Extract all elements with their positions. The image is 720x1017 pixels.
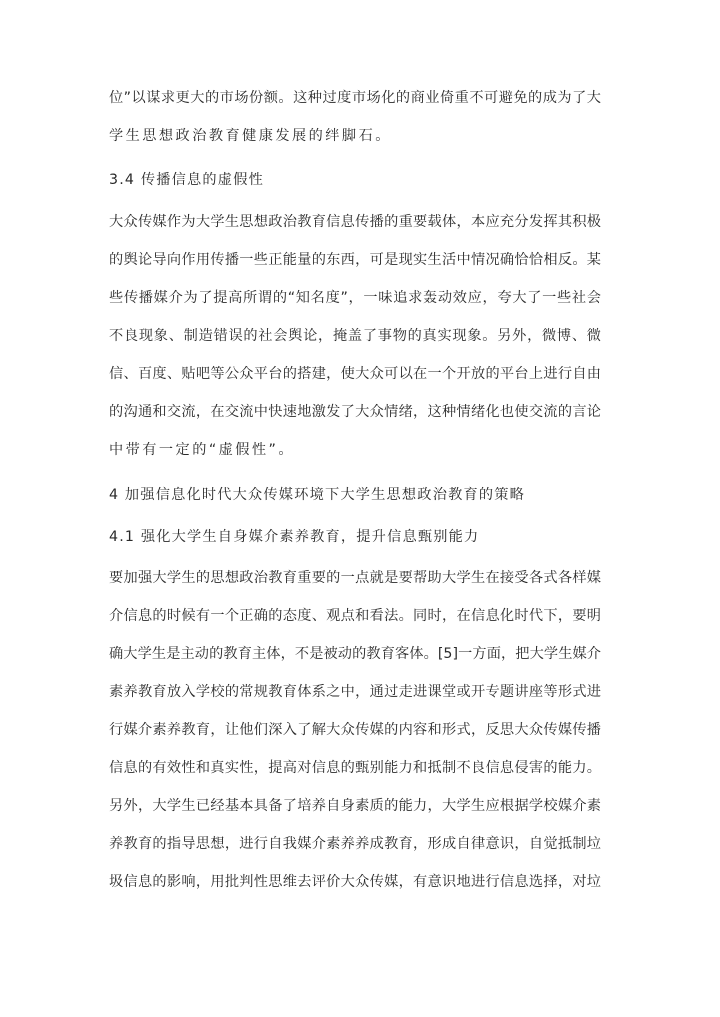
body-text-line: 不良现象、制造错误的社会舆论，掩盖了事物的真实现象。另外，微博、微 bbox=[109, 328, 601, 344]
body-text-line: 学生思想政治教育健康发展的绊脚石。 bbox=[109, 128, 392, 144]
body-text-line: 确大学生是主动的教育主体，不是被动的教育客体。[5]一方面，把大学生媒介 bbox=[109, 646, 601, 662]
body-text-line: 圾信息的影响，用批判性思维去评价大众传媒，有意识地进行信息选择，对垃 bbox=[109, 874, 601, 890]
body-text-line: 的沟通和交流，在交流中快速地激发了大众情绪，这种情绪化也使交流的言论 bbox=[109, 404, 601, 420]
body-text-line: 中带有一定的“虚假性”。 bbox=[109, 442, 295, 458]
body-text-line: 大众传媒作为大学生思想政治教育信息传播的重要载体，本应充分发挥其积极 bbox=[109, 214, 601, 230]
section-heading: 3.4 传播信息的虚假性 bbox=[109, 172, 264, 188]
body-text-line: 位”以谋求更大的市场份额。这种过度市场化的商业倚重不可避免的成为了大 bbox=[109, 90, 601, 106]
body-text-line: 另外，大学生已经基本具备了培养自身素质的能力，大学生应根据学校媒介素 bbox=[109, 798, 601, 814]
body-text-line: 介信息的时候有一个正确的态度、观点和看法。同时，在信息化时代下，要明 bbox=[109, 608, 601, 624]
body-text-line: 素养教育放入学校的常规教育体系之中，通过走进课堂或开专题讲座等形式进 bbox=[109, 684, 601, 700]
body-text-line: 信息的有效性和真实性，提高对信息的甄别能力和抵制不良信息侵害的能力。 bbox=[109, 760, 601, 776]
body-text-line: 养教育的指导思想，进行自我媒介素养养成教育，形成自律意识，自觉抵制垃 bbox=[109, 836, 601, 852]
chapter-heading: 4 加强信息化时代大众传媒环境下大学生思想政治教育的策略 bbox=[109, 487, 526, 503]
body-text-line: 行媒介素养教育，让他们深入了解大众传媒的内容和形式，反思大众传媒传播 bbox=[109, 722, 601, 738]
body-text-line: 信、百度、贴吧等公众平台的搭建，使大众可以在一个开放的平台上进行自由 bbox=[109, 366, 601, 382]
body-text-line: 要加强大学生的思想政治教育重要的一点就是要帮助大学生在接受各式各样媒 bbox=[109, 570, 601, 586]
body-text-line: 的舆论导向作用传播一些正能量的东西，可是现实生活中情况确恰恰相反。某 bbox=[109, 252, 601, 268]
body-text-line: 些传播媒介为了提高所谓的“知名度”，一味追求轰动效应，夸大了一些社会 bbox=[109, 290, 601, 306]
section-heading: 4.1 强化大学生自身媒介素养教育，提升信息甄别能力 bbox=[109, 529, 480, 545]
